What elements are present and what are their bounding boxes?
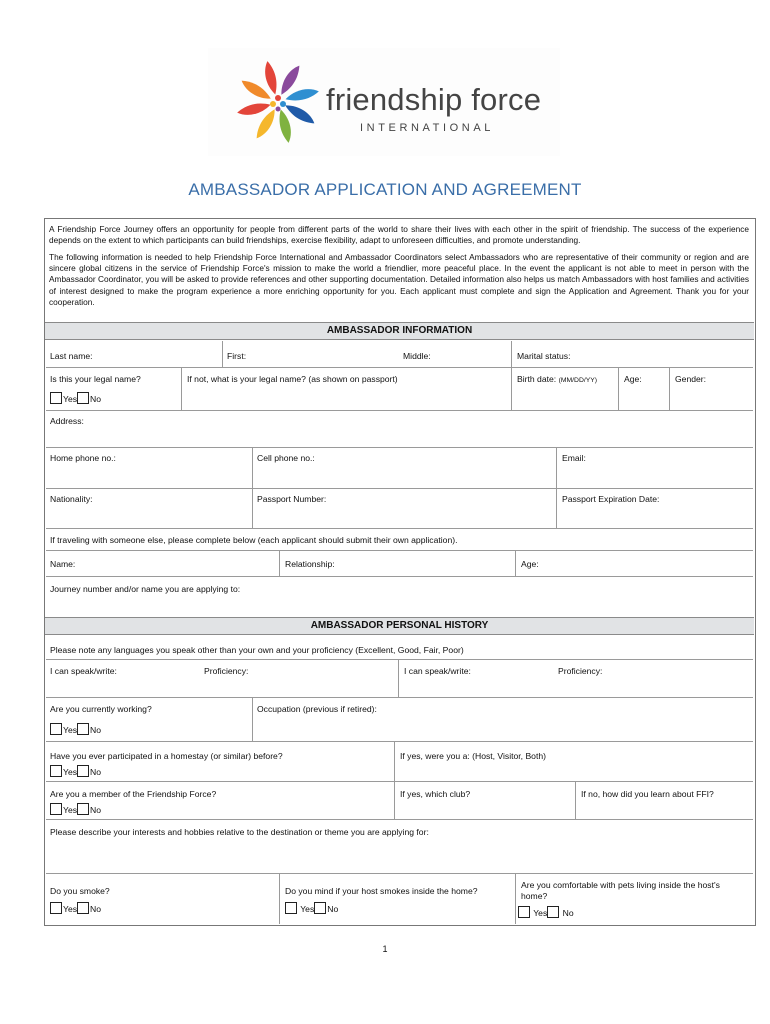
pets-question: Are you comfortable with pets living inside the host's home? (521, 880, 720, 901)
speak-write-label-1: I can speak/write: (50, 666, 117, 676)
page-number: 1 (382, 944, 388, 954)
member-options: Yes No (50, 803, 101, 816)
address-label: Address: (50, 416, 84, 426)
speak-write-label-2: I can speak/write: (404, 666, 471, 676)
traveling-companion-note: If traveling with someone else, please complete below (each applicant should submit their own application). (50, 535, 458, 545)
legal-no-checkbox[interactable] (77, 392, 89, 404)
intro-paragraph-1: A Friendship Force Journey offers an opportunity for people from different parts of the world to share their lives with each other in the spirit of friendship. The success of the experience depends on the extent to which participants can build friendships, exercise flexibility, adapt to unforeseen difficulties, and promote understanding. (49, 224, 749, 246)
journey-label: Journey number and/or name you are applying to: (50, 584, 241, 594)
page-title: AMBASSADOR APPLICATION AND AGREEMENT (188, 180, 582, 199)
smoke-question: Do you smoke? (50, 886, 110, 896)
member-no-checkbox[interactable] (77, 803, 89, 815)
interests-label: Please describe your interests and hobbies relative to the destination or theme you are applying for: (50, 827, 429, 837)
pets-yes-checkbox[interactable] (518, 906, 530, 918)
legal-yes-label: Yes (63, 394, 78, 404)
legal-name-alt-label: If not, what is your legal name? (as shown on passport) (187, 374, 398, 384)
age-label: Age: (624, 374, 642, 384)
host-smokes-question: Do you mind if your host smokes inside the home? (285, 886, 478, 896)
working-no-checkbox[interactable] (77, 723, 89, 735)
last-name-label: Last name: (50, 351, 93, 361)
working-options: Yes No (50, 723, 101, 736)
home-phone-label: Home phone no.: (50, 453, 116, 463)
personal-history-header: AMBASSADOR PERSONAL HISTORY (45, 617, 754, 635)
passport-number-label: Passport Number: (257, 494, 327, 504)
smoke-options: Yes No (50, 902, 101, 915)
host-smokes-yes-checkbox[interactable] (285, 902, 297, 914)
member-question: Are you a member of the Friendship Force? (50, 789, 217, 799)
intro-paragraph-2: The following information is needed to help Friendship Force International and Ambassador Coordinators select Ambassadors who are representative of their community or region and are sincere global citizens in the service of Friendship Force's mission to make the world a friendlier, more peaceful place. In the event the applicant is not able to meet in person with the Ambassador Coordinator, you will be asked to provide references and other supporting documentation. Detailed information also helps us match Ambassadors with host families and activities of interest designed to make the program experience a more enriching opportunity for you. Each applicant must complete and sign the Application and Agreement. Thank you for your cooperation. (49, 252, 749, 307)
legal-name-question: Is this your legal name? (50, 374, 141, 384)
birth-date-label: Birth date: (MM/DD/YY) (517, 374, 598, 384)
legal-name-options (50, 392, 101, 405)
ambassador-information-header: AMBASSADOR INFORMATION (45, 322, 754, 340)
homestay-no-checkbox[interactable] (77, 765, 89, 777)
pets-no-checkbox[interactable] (547, 906, 559, 918)
smoke-yes-checkbox[interactable] (50, 902, 62, 914)
gender-label: Gender: (675, 374, 707, 384)
cell-phone-label: Cell phone no.: (257, 453, 315, 463)
working-yes-checkbox[interactable] (50, 723, 62, 735)
host-smokes-no-checkbox[interactable] (314, 902, 326, 914)
member-yes-checkbox[interactable] (50, 803, 62, 815)
companion-name-label: Name: (50, 559, 76, 569)
nationality-label: Nationality: (50, 494, 93, 504)
email-label: Email: (562, 453, 586, 463)
working-question: Are you currently working? (50, 704, 152, 714)
brand-name: friendship force (326, 82, 542, 117)
brand-subtitle: INTERNATIONAL (360, 122, 494, 134)
proficiency-label-2: Proficiency: (558, 666, 603, 676)
which-club-label: If yes, which club? (400, 789, 471, 799)
homestay-question: Have you ever participated in a homestay (or similar) before? (50, 751, 283, 761)
homestay-yes-checkbox[interactable] (50, 765, 62, 777)
passport-expiration-label: Passport Expiration Date: (562, 494, 660, 504)
smoke-no-checkbox[interactable] (77, 902, 89, 914)
legal-no-label: No (90, 394, 102, 404)
occupation-label: Occupation (previous if retired): (257, 704, 377, 714)
languages-note: Please note any languages you speak other than your own and your proficiency (Excellent, Good, Fair, Poor) (50, 645, 464, 655)
marital-status-label: Marital status: (517, 351, 571, 361)
homestay-role-label: If yes, were you a: (Host, Visitor, Both) (400, 751, 546, 761)
legal-yes-checkbox[interactable] (50, 392, 62, 404)
host-smokes-options: Yes No (285, 902, 338, 915)
companion-relationship-label: Relationship: (285, 559, 335, 569)
friendship-force-logo (208, 48, 560, 156)
proficiency-label-1: Proficiency: (204, 666, 249, 676)
middle-name-label: Middle: (403, 351, 431, 361)
flower-logo-icon (230, 56, 326, 148)
companion-age-label: Age: (521, 559, 539, 569)
pets-options: Yes No (518, 906, 574, 919)
first-name-label: First: (227, 351, 247, 361)
learn-about-ffi-label: If no, how did you learn about FFI? (581, 789, 714, 799)
homestay-options: Yes No (50, 765, 101, 778)
